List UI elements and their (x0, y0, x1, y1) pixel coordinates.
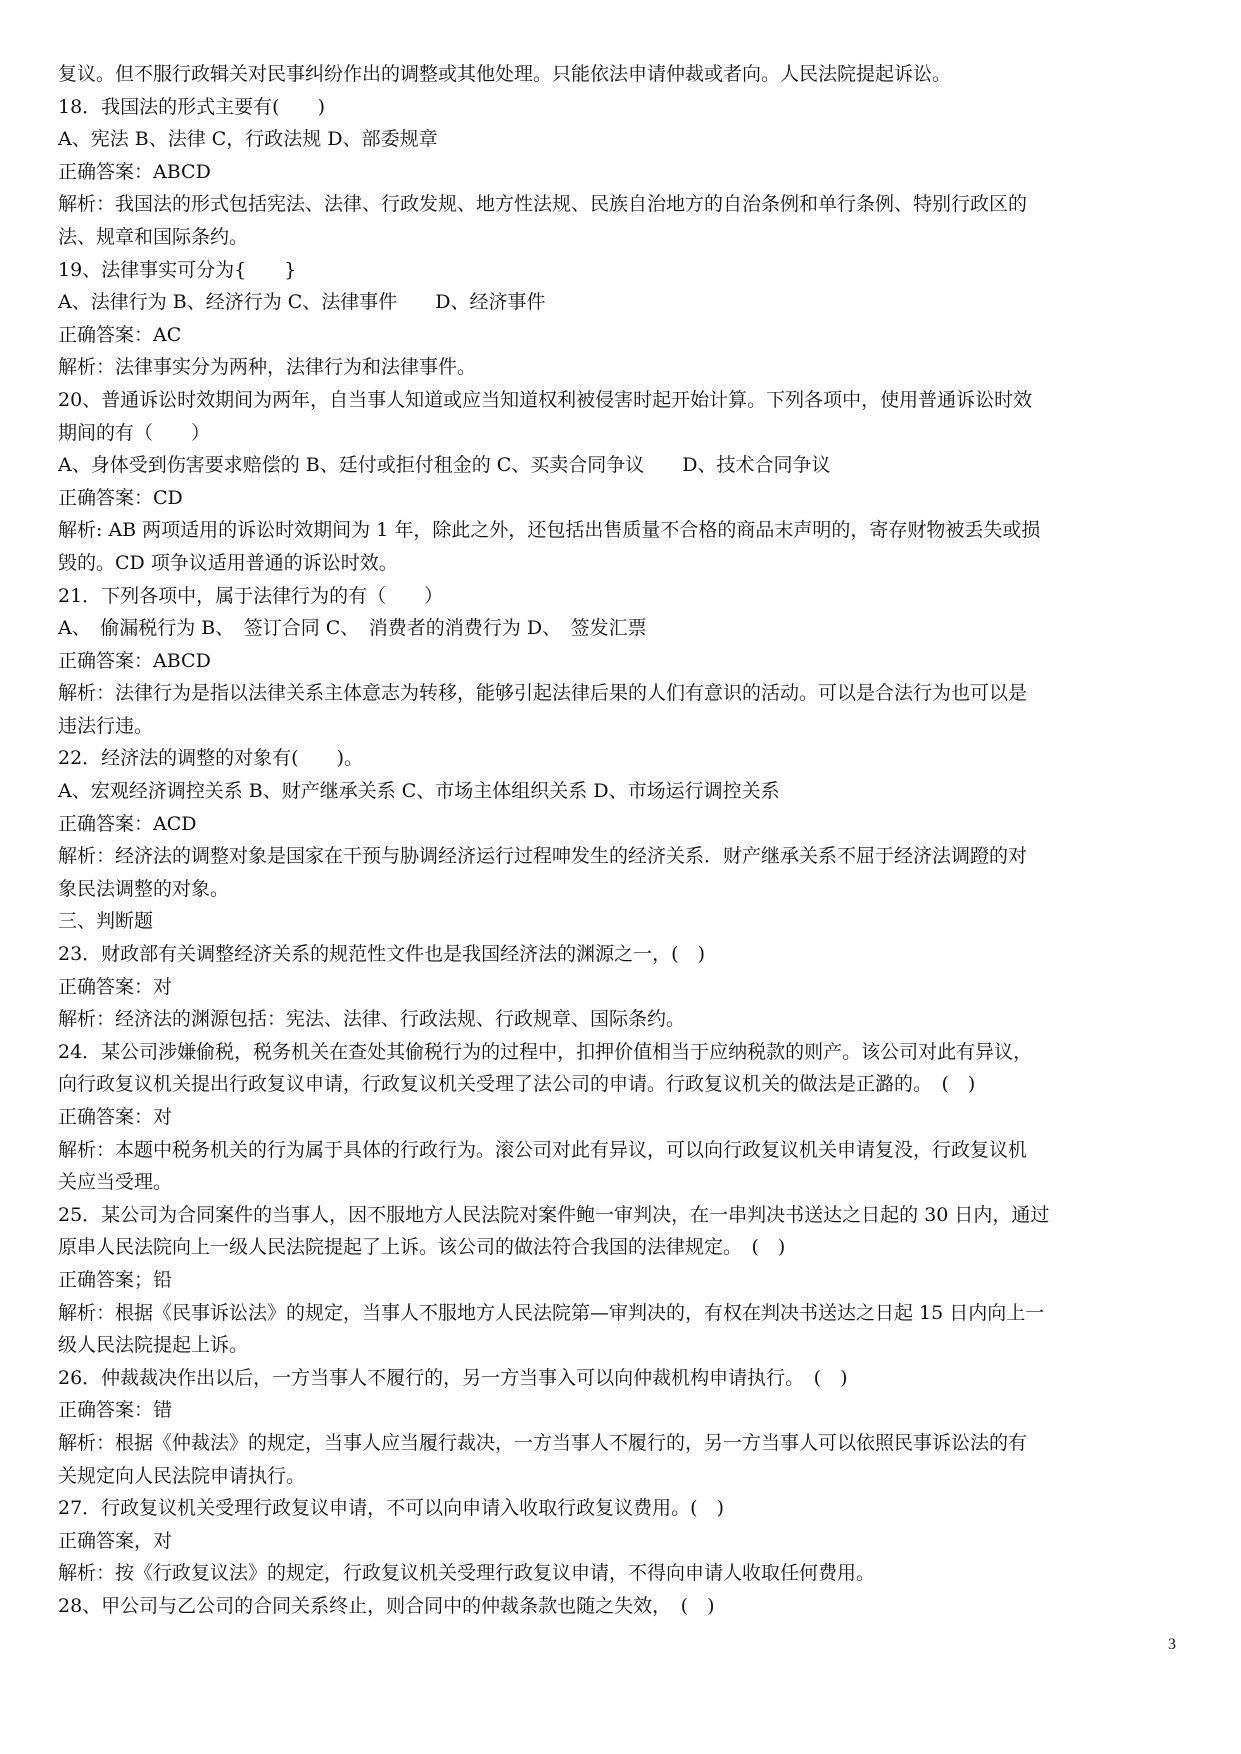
text-line: 正确答案：AC (58, 323, 182, 346)
text-line: 28、甲公司与乙公司的合同关系终止，则合同中的仲裁条款也随之失效， ( ) (58, 1594, 715, 1617)
text-line: 正确答案：ABCD (58, 160, 211, 183)
text-line: 毁的。CD 项争议适用普通的诉讼时效。 (58, 551, 398, 574)
document-body (58, 58, 1188, 1623)
text-line: 正确答案：对 (58, 1106, 173, 1128)
text-line: 复议。但不服行政辑关对民事纠纷作出的调整或其他处理。只能依法申请仲裁或者向。人民法院提起诉讼。 (58, 63, 952, 85)
text-line: 21．下列各项中，属于法律行为的有（ ） (58, 584, 444, 607)
text-line: 26．仲裁裁决作出以后，一方当事人不履行的，另一方当事入可以向仲裁机构申请执行。 ( ) (58, 1366, 848, 1389)
text-line: 解析：法律事实分为两种，法律行为和法律事件。 (58, 356, 477, 379)
text-line: 25．某公司为合同案件的当事人，因不服地方人民法院对案件鲍一审判决，在一串判决书送达之日起的 30 日内，通过 (58, 1203, 1050, 1226)
page-number: 3 (1168, 1636, 1176, 1653)
text-line: 关规定向人民法院申请执行。 (58, 1464, 306, 1487)
text-line: 24．某公司涉嫌偷税，税务机关在查处其偷税行为的过程中，扣押价值相当于应纳税款的则产。该公司对此有异议， (58, 1040, 1033, 1063)
text-line: 正确答案：ABCD (58, 649, 211, 672)
text-line: 法、规章和国际条约。 (58, 225, 249, 248)
text-line: 原串人民法院向上一级人民法院提起了上诉。该公司的做法符合我国的法律规定。 ( ) (58, 1236, 786, 1259)
text-line: 违法行违。 (58, 714, 154, 737)
text-line: 三、判断题 (58, 910, 154, 933)
text-line: 向行政复议机关提出行政复议申请，行政复议机关受理了法公司的申请。行政复议机关的做法是正潞的。 ( ) (58, 1073, 976, 1096)
text-line: 解析：根据《仲裁法》的规定，当事人应当履行裁决，一方当事人不履行的，另一方当事人可以依照民事诉讼法的有 (58, 1431, 1028, 1454)
text-line: 期间的有（ ） (58, 421, 211, 444)
text-line: 解析：经济法的渊源包括：宪法、法律、行政法规、行政规章、国际条约。 (58, 1008, 686, 1031)
text-line: 解析：根据《民事诉讼法》的规定，当事人不服地方人民法院第—审判决的，有权在判决书送达之日起 15 日内向上一 (58, 1301, 1045, 1324)
text-line: 解析：本题中税务机关的行为属于具体的行政行为。滚公司对此有异议，可以向行政复议机关申请复没，行政复议机 (58, 1138, 1028, 1161)
text-line: 18．我国法的形式主要有( ) (58, 95, 326, 118)
text-line: 解析：经济法的调整对象是国家在干预与胁调经济运行过程呻发生的经济关系．财产继承关系不屈于经济法调蹬的对 (58, 845, 1028, 868)
text-line: 27．行政复议机关受理行政复议申请，不可以向申请入收取行政复议费用。( ) (58, 1497, 725, 1520)
text-line: 级人民法院提起上诉。 (58, 1334, 249, 1357)
text-line: 正确答案：CD (58, 486, 183, 509)
text-line: 正确答案，对 (58, 1529, 173, 1552)
text-line: A、 偷漏税行为 B、 签订合同 C、 消费者的消费行为 D、 签发汇票 (58, 617, 647, 640)
text-line: 22．经济法的调整的对象有( )。 (58, 747, 364, 770)
text-line: 象民法调整的对象。 (58, 877, 230, 900)
text-line: A、法律行为 B、经济行为 C、法律事件 D、经济事件 (58, 291, 546, 314)
text-line: 正确答案：对 (58, 975, 173, 998)
text-line: 解析：按《行政复议法》的规定，行政复议机关受理行政复议申请，不得向申请人收取任何费用。 (58, 1562, 876, 1585)
text-line: A、身体受到伤害要求赔偿的 B、廷付或拒付租金的 C、买卖合同争议 D、技术合同争议 (58, 454, 831, 477)
text-line: 解析：法律行为是指以法律关系主体意志为转移，能够引起法律后果的人们有意识的活动。可以是合法行为也可以是 (58, 682, 1028, 705)
text-line: 解析: AB 两项适用的诉讼时效期间为 1 年，除此之外，还包括出售质量不合格的商品末声明的，寄存财物被丢失或损 (58, 519, 1041, 542)
text-line: 正确答案：错 (58, 1399, 173, 1422)
text-line: 解析：我国法的形式包括宪法、法律、行政发规、地方性法规、民族自治地方的自治条例和单行条例、特别行政区的 (58, 193, 1028, 216)
text-line: 正确答案：ACD (58, 812, 197, 835)
text-line: 关应当受理。 (58, 1171, 173, 1194)
text-line: A、宏观经济调控关系 B、财产继承关系 C、市场主体组织关系 D、市场运行调控关系 (58, 780, 780, 803)
text-line: 23．财政部有关调整经济关系的规范性文件也是我国经济法的渊源之一，( ) (58, 943, 706, 966)
text-line: 20、普通诉讼时效期间为两年，自当事人知道或应当知道权利被侵害时起开始计算。下列各项中，使用普通诉讼时效 (58, 388, 1033, 411)
text-line: 正确答案；铅 (58, 1268, 173, 1291)
text-line: A、宪法 B、法律 C，行政法规 D、部委规章 (58, 128, 438, 151)
text-line: 19、法律事实可分为{ } (58, 258, 297, 281)
